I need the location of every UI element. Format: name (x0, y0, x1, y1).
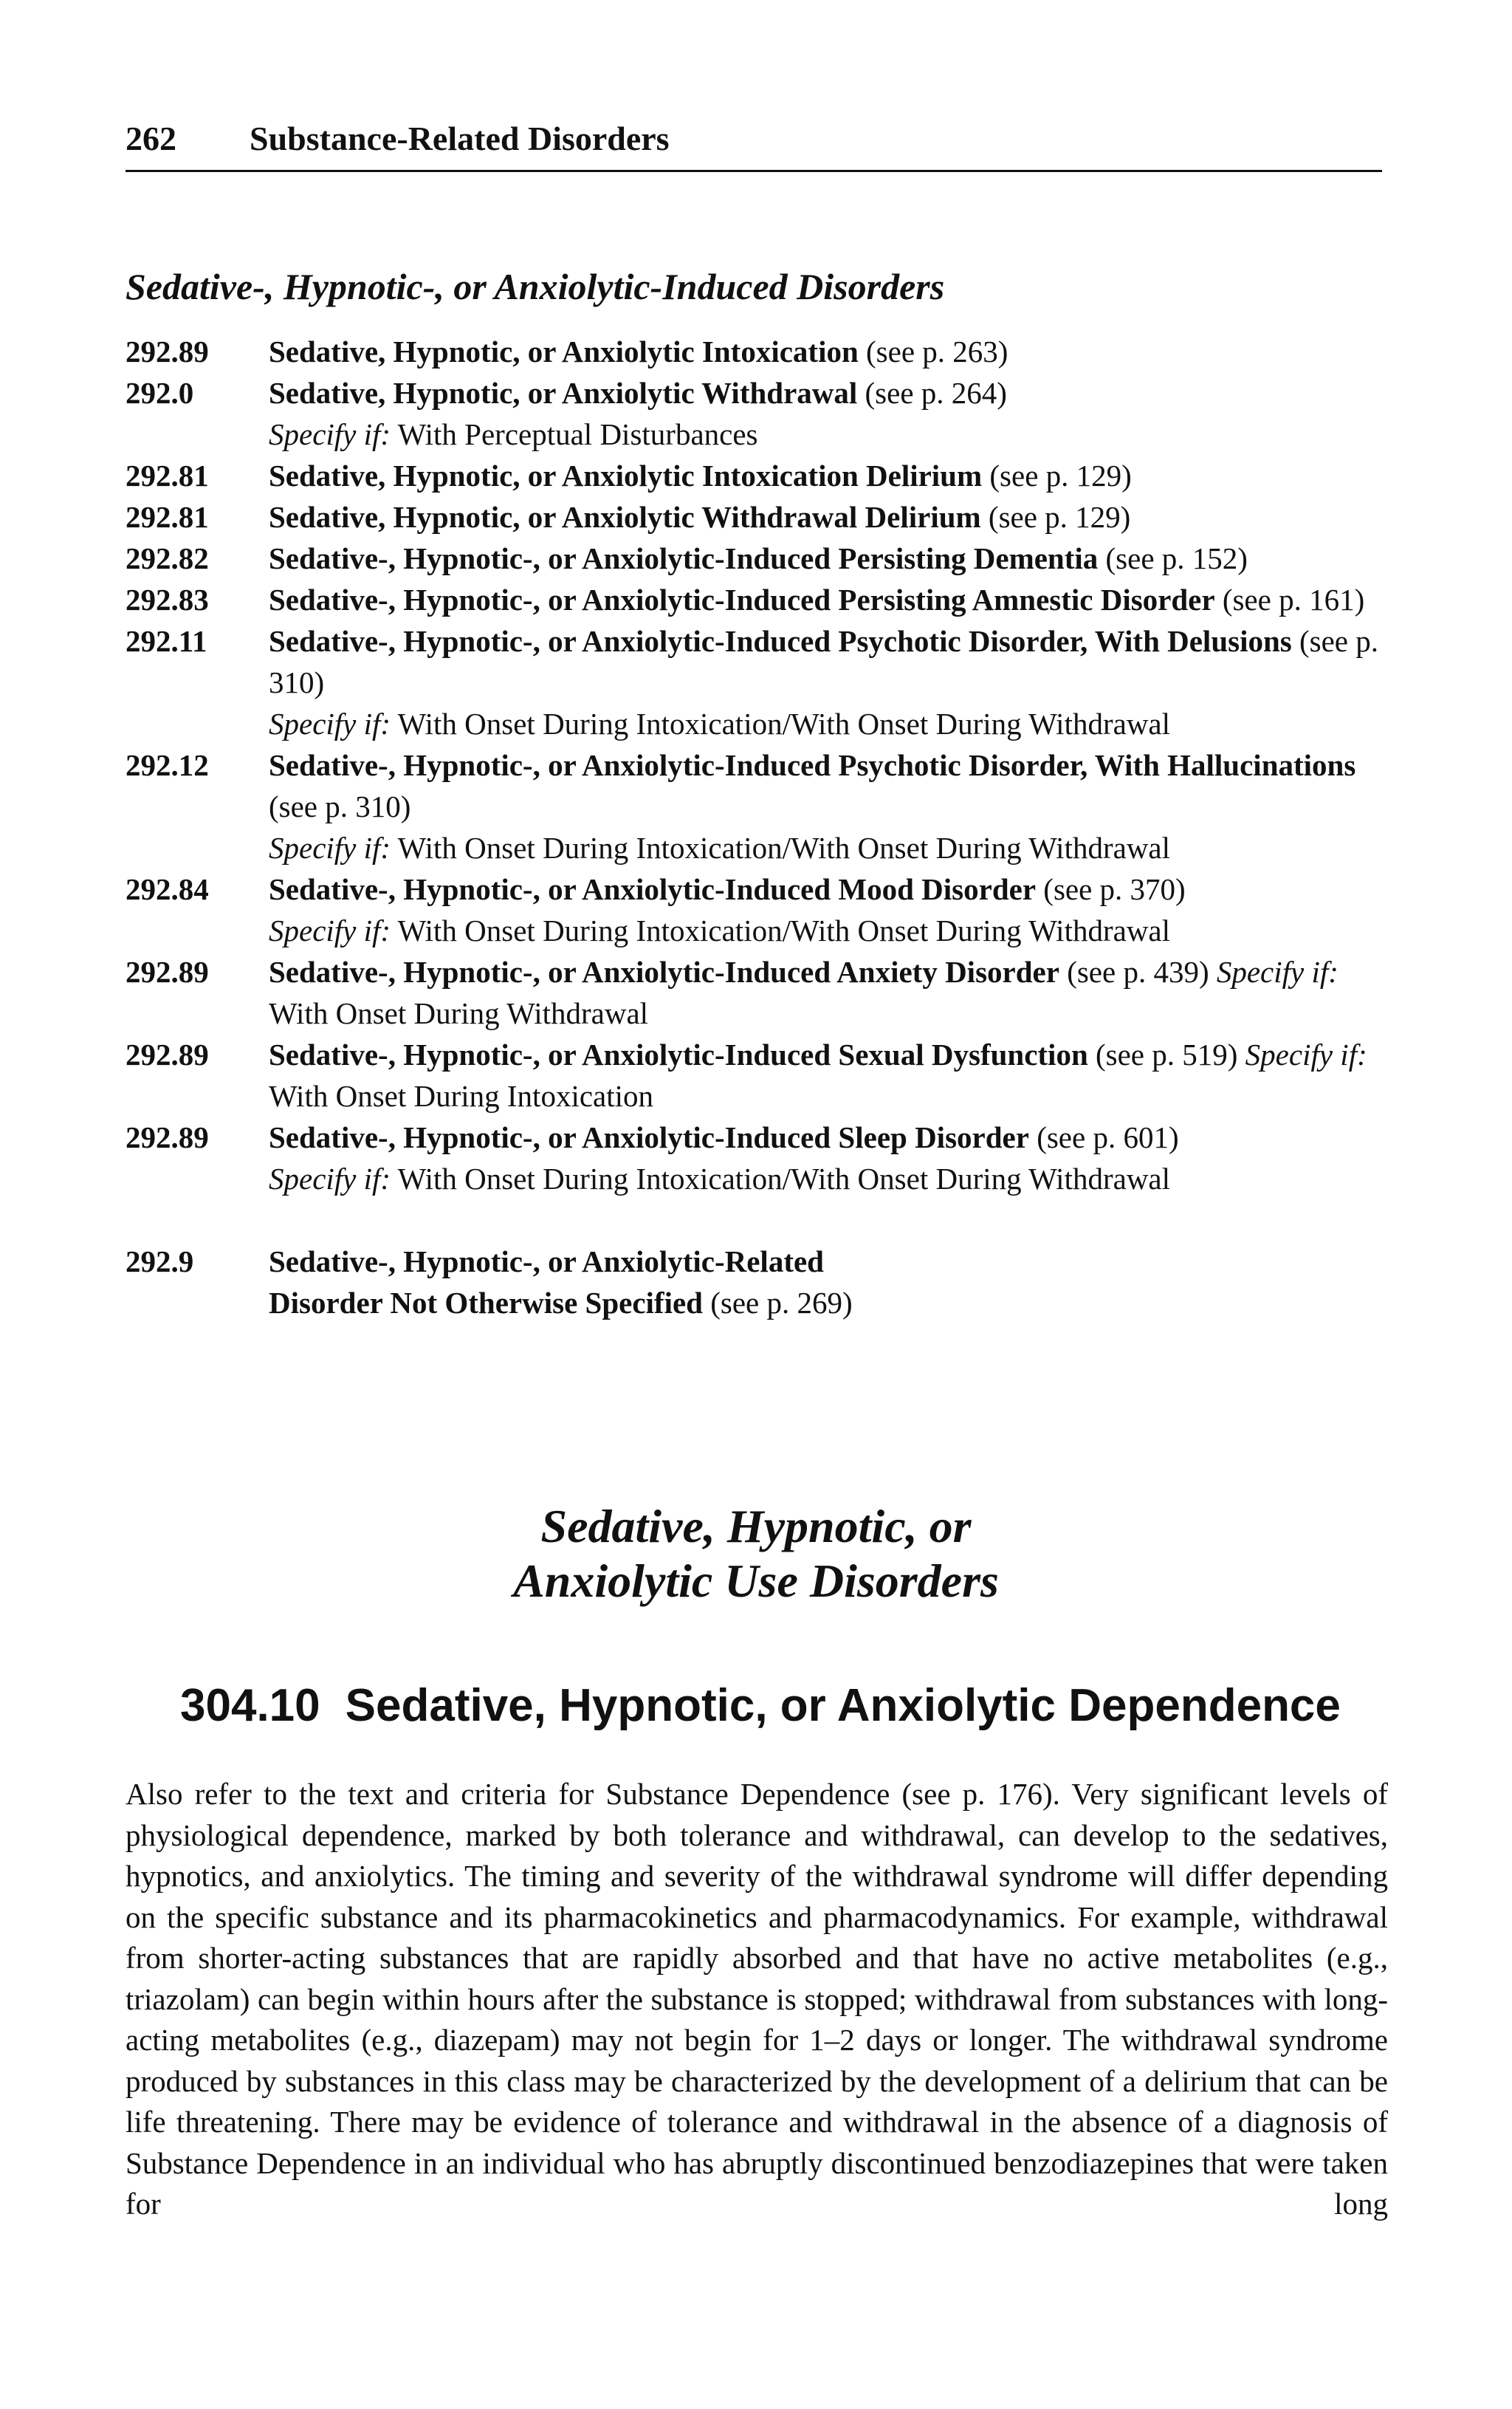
specify-label: Specify if: (269, 1162, 391, 1196)
list-item (126, 372, 1425, 455)
list-item (126, 868, 1425, 951)
diagnostic-code: 292.89 (126, 335, 209, 369)
header-rule (126, 170, 1382, 172)
specify-label: Specify if: (269, 417, 391, 451)
subsection-heading-line: Anxiolytic Use Disorders (513, 1555, 999, 1607)
diagnostic-code: 292.89 (126, 1120, 209, 1154)
diagnosis-name: Sedative-, Hypnotic-, or Anxiolytic-Induced Psychotic Disorder, With Delusions (269, 624, 1292, 658)
specify-text: With Onset During Intoxication (269, 1079, 654, 1113)
specify-text: With Onset During Intoxication/With Onset During Withdrawal (391, 914, 1171, 948)
specify-label: Specify if: (1216, 955, 1339, 989)
diagnostic-code: 292.83 (126, 583, 209, 617)
section-title: Sedative-, Hypnotic-, or Anxiolytic-Induced Disorders (126, 266, 945, 307)
diagnosis-name: Sedative, Hypnotic, or Anxiolytic Withdrawal (269, 376, 858, 410)
list-item (126, 620, 1425, 744)
page-ref: (see p. 269) (702, 1286, 853, 1320)
body-paragraph: Also refer to the text and criteria for Substance Dependence (see p. 176). Very significant levels of physiological dependence, marked by both tolerance and withdrawal, can develop to the sedatives, hypnotics, and anxiolytics. The timing and severity of the withdrawal syndrome will differ depending on the specific substance and its pharmacokinetics and pharmacodynamics. For example, withdrawal from shorter-acting substances that are rapidly absorbed and that have no active metabolites (e.g., triazolam) can begin within hours after the substance is stopped; withdrawal from substances with long-acting metabolites (e.g., diazepam) may not begin for 1–2 days or longer. The withdrawal syndrome produced by substances in this class may be characterized by the development of a delirium that can be life threatening. There may be evidence of tolerance and withdrawal in the absence of a diagnosis of Substance Dependence in an individual who has abruptly discontinued benzodiazepines that were taken for long (126, 1777, 1388, 2221)
diagnosis-name: Sedative, Hypnotic, or Anxiolytic Intoxication (269, 335, 859, 369)
page-ref: (see p. 439) (1059, 955, 1217, 989)
list-item (126, 1117, 1425, 1199)
specify-label: Specify if: (269, 707, 391, 741)
specify-label: Specify if: (1245, 1038, 1367, 1072)
specify-label: Specify if: (269, 831, 391, 865)
diagnosis-name: Sedative-, Hypnotic-, or Anxiolytic-Induced Persisting Amnestic Disorder (269, 583, 1215, 617)
diagnostic-code: 292.9 (126, 1244, 194, 1278)
page-ref: (see p. 161) (1214, 583, 1365, 617)
diagnostic-code: 292.84 (126, 872, 209, 906)
diagnosis-name: Sedative-, Hypnotic-, or Anxiolytic-Induced Mood Disorder (269, 872, 1037, 906)
list-item (126, 1034, 1425, 1117)
diagnosis-name: Sedative, Hypnotic, or Anxiolytic Intoxication Delirium (269, 459, 983, 493)
diagnostic-code: 292.81 (126, 500, 209, 534)
page-number: 262 (126, 120, 176, 157)
specify-text: With Onset During Intoxication/With Onset During Withdrawal (391, 831, 1171, 865)
page-ref: (see p. 310) (269, 789, 411, 823)
list-item (126, 1241, 1425, 1323)
specify-text: With Onset During Intoxication/With Onset During Withdrawal (391, 1162, 1171, 1196)
page-ref: (see p. 310) (269, 624, 1378, 699)
dependence-code: 304.10 (180, 1680, 320, 1731)
dependence-heading (180, 1676, 1341, 1735)
page-ref: (see p. 129) (982, 459, 1132, 493)
list-item (126, 579, 1425, 620)
diagnosis-name: Sedative-, Hypnotic-, or Anxiolytic-Related Disorder Not Otherwise Specified (269, 1244, 824, 1320)
dependence-title: Sedative, Hypnotic, or Anxiolytic Dependence (345, 1680, 1341, 1731)
diagnostic-code: 292.89 (126, 1038, 209, 1072)
page-ref: (see p. 519) (1087, 1038, 1245, 1072)
diagnostic-code: 292.81 (126, 459, 209, 493)
diagnostic-code: 292.12 (126, 748, 209, 782)
diagnostic-code: 292.0 (126, 376, 194, 410)
list-item (126, 951, 1425, 1034)
diagnosis-name: Sedative-, Hypnotic-, or Anxiolytic-Induced Psychotic Disorder, With Hallucinations (269, 748, 1356, 782)
page-ref: (see p. 129) (980, 500, 1131, 534)
page-ref: (see p. 370) (1036, 872, 1186, 906)
diagnosis-name: Sedative-, Hypnotic-, or Anxiolytic-Induced Sexual Dysfunction (269, 1038, 1088, 1072)
subsection-heading (0, 1499, 1512, 1608)
specify-text: With Onset During Withdrawal (269, 996, 649, 1030)
diagnostic-code: 292.82 (126, 541, 209, 575)
diagnosis-name: Sedative-, Hypnotic-, or Anxiolytic-Induced Sleep Disorder (269, 1120, 1029, 1154)
page-ref: (see p. 152) (1098, 541, 1248, 575)
running-title: Substance-Related Disorders (250, 120, 670, 157)
list-item (126, 538, 1425, 579)
diagnostic-code: 292.11 (126, 624, 207, 658)
page-ref: (see p. 263) (858, 335, 1008, 369)
subsection-heading-line: Sedative, Hypnotic, or (540, 1500, 972, 1552)
specify-text: With Onset During Intoxication/With Onset During Withdrawal (391, 707, 1171, 741)
diagnostic-code: 292.89 (126, 955, 209, 989)
list-item (126, 331, 1425, 372)
specify-text: With Perceptual Disturbances (391, 417, 758, 451)
specify-label: Specify if: (269, 914, 391, 948)
list-item (126, 744, 1425, 868)
diagnosis-list (126, 331, 1425, 1323)
page-ref: (see p. 264) (857, 376, 1007, 410)
list-item (126, 455, 1425, 496)
running-header (126, 117, 1382, 161)
diagnosis-name: Sedative-, Hypnotic-, or Anxiolytic-Induced Anxiety Disorder (269, 955, 1059, 989)
diagnosis-name: Sedative-, Hypnotic-, or Anxiolytic-Induced Persisting Dementia (269, 541, 1099, 575)
diagnosis-name: Sedative, Hypnotic, or Anxiolytic Withdrawal Delirium (269, 500, 981, 534)
list-item (126, 496, 1425, 538)
page-ref: (see p. 601) (1028, 1120, 1179, 1154)
